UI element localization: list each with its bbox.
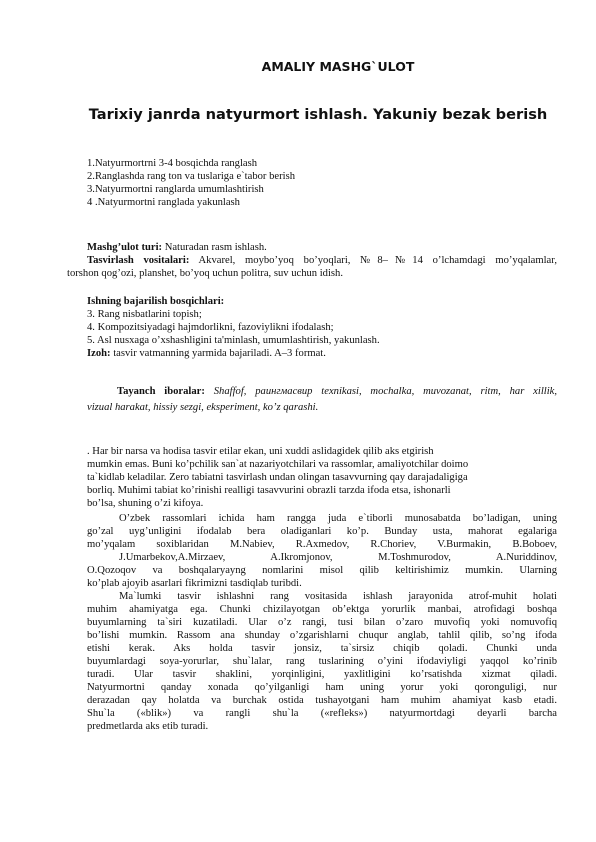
text-line: derazadan qay holatda va burchak ostida tushayotgani ham muhim ahamiyat kasb etadi. [87, 695, 557, 706]
text-line: predmetlarda aks etib turadi. [87, 721, 209, 732]
paragraph-1 [87, 445, 557, 510]
text-line: muhim ahamiyatga ega. Chunki chizilayotgan ob’ektga yorurlik manbai, atrofidagi boshqa [87, 604, 557, 615]
note-label: Izoh: [87, 348, 111, 359]
text-line: mumkin emas. Buni ko’pchilik san`at nazariyotchilari va rassomlar, amaliyotchilar doimo [87, 459, 469, 470]
plan-item: 1.Natyurmortrni 3-4 bosqichda ranglash [87, 158, 258, 169]
keywords-label: Tayanch iboralar: [117, 386, 205, 397]
steps-label [87, 295, 557, 308]
keywords [117, 385, 557, 398]
text-line: Shu`la («blik») va rangli shu`la («refleks») natyurmortdagi deyarli barcha [87, 708, 557, 719]
plan-list [87, 157, 557, 209]
steps-label-text: Ishning bajarilish bosqichlari: [87, 296, 225, 307]
lesson-type-label: Mashg’ulot turi: [87, 242, 163, 253]
text-line: . Har bir narsa va hodisa tasvir etilar ekan, uni xuddi aslidagidek qilib aks etgirish [87, 446, 434, 457]
step-item: 4. Kompozitsiyadagi hajmdorlikni, fazoviylikni ifodalash; [87, 322, 334, 333]
text-line: bo’lsa, shuning o’zi kifoya. [87, 498, 204, 509]
note-value: tasvir vatmanning yarmida bajariladi. A–3 format. [110, 348, 326, 359]
text-line: O.Qozoqov va boshqalaryayng nomlarini misol qilib keltirishimiz mumkin. Ularning [87, 565, 557, 576]
lesson-type [87, 241, 557, 254]
text-line: go’zal uyg’unligini ifodalab bera oladiganlari ko’p. Bunday usta, mahorat egalariga [87, 526, 557, 537]
plan-item: 4 .Natyurmortni ranglada yakunlash [87, 197, 240, 208]
step-item: 5. Asl nusxaga o’xshashligini ta'minlash, umumlashtirish, yakunlash. [87, 335, 380, 346]
tools-label: Tasvirlash vositalari: [87, 255, 190, 266]
keywords-value: Shaffof, раингмасвир texnikasi, mochalka, muvozanat, ritm, har xillik, [204, 386, 557, 397]
lesson-info [87, 241, 557, 267]
page-title: AMALIY MASHG`ULOT [261, 59, 415, 74]
keywords-line-2 [87, 401, 557, 414]
text-line: J.Umarbekov,A.Mirzaev, A.Ikromjonov, M.Toshmurodov, A.Nuriddinov, [119, 552, 557, 563]
text-line: borliq. Muhimi tabiat ko’rinishi realligi tasavvurini obrazli tarzda ifoda etsa, ishonarli [87, 485, 451, 496]
plan-item: 2.Ranglashda rang ton va tuslariga e`tabor berish [87, 171, 295, 182]
step-item: 3. Rang nisbatlarini topish; [87, 309, 202, 320]
text-line: turadi. Ular tasvir shaklini, yorqinligini, yaxlitligini ko’rsatishda xizmat qiladi. [87, 669, 557, 680]
tools-line-2 [67, 267, 557, 280]
lesson-type-value: Naturadan rasm ishlash. [162, 242, 267, 253]
text-line: O’zbek rassomlari ichida ham rangga juda e`tiborli munosabatda bo’ladigan, uning [119, 513, 557, 524]
text-line: ta`kidlab keladilar. Zero tabiatni tasvirlash undan olingan tasavvurning qay darajadaligiga [87, 472, 468, 483]
tools-value-cont: torshon qog’ozi, planshet, bo’yoq uchun politra, suv uchun idish. [67, 268, 343, 279]
text-line: ko’plab ajoyib asarlari fikrimizni tasdiqlab turibdi. [87, 578, 302, 589]
plan-item: 3.Natyurmortni ranglarda umumlashtirish [87, 184, 264, 195]
steps-section [87, 295, 557, 360]
text-line: bo’lishi mumkin. Rassom ana shunday o’zgarishlarni chuqur anglab, tahlil qilib, so’ng ifoda [87, 630, 557, 641]
text-line: Ma`lumki tasvir ishlashni rang vositasida ishlash jarayonida atrof-muhit holati [119, 591, 557, 602]
tools-value: Akvarel, moybo’yoq bo’yoqlari, №8–№14 o’lchamdagi mo’yqalamlar, [189, 255, 557, 266]
lesson-subtitle: Tarixiy janrda natyurmort ishlash. Yakuniy bezak berish [88, 106, 548, 123]
text-line: etishi kerak. Aks holda tasvir jonsiz, ta`sirsiz chiqib qoladi. Chunki unda [87, 643, 557, 654]
text-line: buyumlarning ta`siri kuzatiladi. Ular o’z rangi, tusi bilan o’zaro muvofiq yoki nomuvofiq [87, 617, 557, 628]
text-line: buyumlardagi soya-yorurlar, shu`lalar, rang tuslarining o’yini ifodaviyligi yaqqol ko’rinib [87, 656, 557, 667]
paragraph-3 [87, 590, 557, 733]
note [87, 347, 557, 360]
keywords-line-1 [117, 385, 557, 398]
tools-line-1 [87, 254, 557, 267]
text-line: mo’yqalam soxiblaridan M.Nabiev, R.Axmedov, R.Choriev, V.Burmakin, B.Boboev, [87, 539, 557, 550]
keywords-value-cont: vizual harakat, hissiy sezgi, eksperiment, ko’z qarashi. [87, 402, 319, 413]
paragraph-2 [87, 512, 557, 590]
text-line: Natyurmortni qanday xonada qo’yilganligi ham uning yorur yoki qoronguligi, nur [87, 682, 557, 693]
